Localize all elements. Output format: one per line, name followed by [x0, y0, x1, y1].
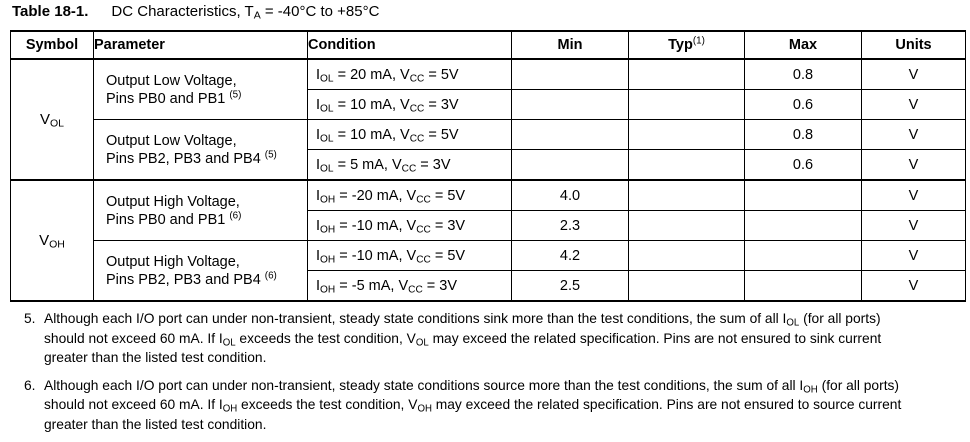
- parameter-footnote: (6): [229, 210, 242, 222]
- symbol-sub: OL: [50, 117, 65, 130]
- parameter-line1: Output High Voltage,: [106, 193, 240, 210]
- unit-cell: V: [862, 241, 966, 271]
- min-cell: [512, 59, 629, 90]
- parameter-cell: [94, 120, 308, 181]
- typ-cell: [629, 59, 745, 90]
- min-cell: [512, 120, 629, 150]
- unit-cell: V: [862, 211, 966, 241]
- unit-cell: V: [862, 180, 966, 211]
- max-cell: 0.6: [745, 90, 862, 120]
- footnote: [24, 309, 924, 368]
- min-cell: 2.5: [512, 271, 629, 302]
- header-min: Min: [512, 31, 629, 59]
- header-row: [11, 31, 966, 59]
- unit-cell: V: [862, 120, 966, 150]
- parameter-footnote: (5): [264, 149, 277, 161]
- table-caption: DC Characteristics, $T_A = -40^\circ C$ to +85°C: [111, 3, 380, 22]
- min-cell: 4.2: [512, 241, 629, 271]
- table-row: [11, 120, 966, 150]
- symbol-main: V: [39, 232, 50, 249]
- max-cell: [745, 271, 862, 302]
- header-max: Max: [745, 31, 862, 59]
- footnote-number: 6.: [24, 377, 36, 393]
- header-units: Units: [862, 31, 966, 59]
- parameter-line2: Pins PB2, PB3 and PB4: [106, 150, 261, 167]
- table-row: [11, 59, 966, 90]
- parameter-line1: Output Low Voltage,: [106, 72, 237, 89]
- header-typ-footnote: (1): [692, 35, 705, 47]
- parameter-line2: Pins PB0 and PB1: [106, 90, 226, 107]
- parameter-footnote: (6): [264, 270, 277, 282]
- parameter-line2: Pins PB0 and PB1: [106, 211, 226, 228]
- symbol-cell: [11, 180, 94, 301]
- typ-cell: [629, 120, 745, 150]
- parameter-footnote: (5): [229, 89, 242, 101]
- dc-characteristics-table: [10, 30, 966, 302]
- typ-cell: [629, 90, 745, 120]
- parameter-cell: [94, 180, 308, 241]
- parameter-cell: [94, 241, 308, 302]
- min-cell: [512, 150, 629, 181]
- unit-cell: V: [862, 90, 966, 120]
- unit-cell: V: [862, 271, 966, 302]
- min-cell: [512, 90, 629, 120]
- parameter-line1: Output Low Voltage,: [106, 132, 237, 149]
- table-number: Table 18-1.: [12, 3, 89, 20]
- footnote: [24, 376, 924, 435]
- header-typ: Typ$^{(1)}$: [629, 31, 745, 59]
- symbol-cell: [11, 59, 94, 180]
- condition-cell: $I_{OH} = -20$ mA, $V_{CC} = 5V$: [308, 180, 512, 211]
- typ-cell: [629, 150, 745, 181]
- footnote-text: Although each I/O port can under non-transient, steady state conditions sink more than the test conditions, the sum of all $I_{OL}$ (for all ports) should not exceed 60 mA. If $I_{OL}$ exceeds the test condition, $V_{OL}$ may exceed the related specification. Pins are not ensured to sink current greater than the listed test condition.: [44, 311, 882, 365]
- condition-cell: $I_{OL} = 10$ mA, $V_{CC} = 5V$: [308, 120, 512, 150]
- table-body: [11, 59, 966, 301]
- unit-cell: V: [862, 150, 966, 181]
- header-condition: Condition: [308, 31, 512, 59]
- max-cell: [745, 180, 862, 211]
- table-title: [12, 3, 379, 27]
- unit-cell: V: [862, 59, 966, 90]
- header-symbol: Symbol: [11, 31, 94, 59]
- max-cell: 0.8: [745, 59, 862, 90]
- condition-cell: $I_{OL} = 20$ mA, $V_{CC} = 5V$: [308, 59, 512, 90]
- condition-cell: $I_{OL} = 5$ mA, $V_{CC} = 3V$: [308, 150, 512, 181]
- footnote-text: Although each I/O port can under non-transient, steady state conditions source more than the test conditions, the sum of all $I_{OH}$ (for all ports) should not exceed 60 mA. If $I_{OH}$ exceeds the test condition, $V_{OH}$ may exceed the related specification. Pins are not ensured to source current greater than the listed test condition.: [44, 377, 902, 432]
- parameter-line2: Pins PB2, PB3 and PB4: [106, 271, 261, 288]
- footnote-number: 5.: [24, 311, 36, 326]
- max-cell: 0.8: [745, 120, 862, 150]
- footnotes: [24, 309, 924, 442]
- condition-cell: $I_{OL} = 10$ mA, $V_{CC} = 3V$: [308, 90, 512, 120]
- table-row: [11, 241, 966, 271]
- condition-cell: $I_{OH} = -10$ mA, $V_{CC} = 5V$: [308, 241, 512, 271]
- min-cell: 4.0: [512, 180, 629, 211]
- parameter-line1: Output High Voltage,: [106, 253, 240, 270]
- symbol-sub: OH: [49, 238, 65, 251]
- condition-cell: $I_{OH} = -5$ mA, $V_{CC} = 3V$: [308, 271, 512, 302]
- max-cell: [745, 211, 862, 241]
- parameter-cell: [94, 59, 308, 120]
- max-cell: 0.6: [745, 150, 862, 181]
- table-row: [11, 180, 966, 211]
- typ-cell: [629, 241, 745, 271]
- min-cell: 2.3: [512, 211, 629, 241]
- max-cell: [745, 241, 862, 271]
- typ-cell: [629, 271, 745, 302]
- header-parameter: Parameter: [94, 31, 308, 59]
- typ-cell: [629, 180, 745, 211]
- symbol-main: V: [39, 111, 50, 128]
- condition-cell: $I_{OH} = -10$ mA, $V_{CC} = 3V$: [308, 211, 512, 241]
- typ-cell: [629, 211, 745, 241]
